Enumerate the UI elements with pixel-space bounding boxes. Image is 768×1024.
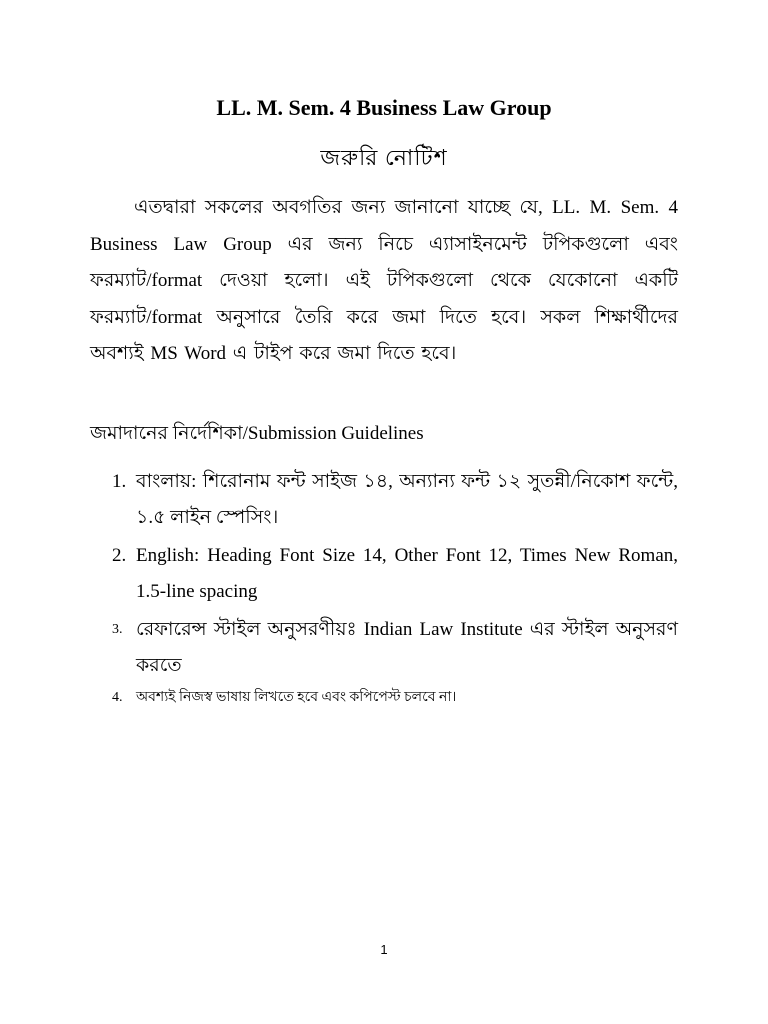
list-number: 4. xyxy=(112,690,123,705)
list-number: 3. xyxy=(112,622,123,637)
guidelines-list xyxy=(90,464,678,710)
guideline-item-bangla-format xyxy=(90,464,678,536)
guideline-item-no-copy-paste xyxy=(90,686,678,710)
document-title: LL. M. Sem. 4 Business Law Group xyxy=(216,95,552,120)
guideline-text: অবশ্যই নিজস্ব ভাষায় লিখতে হবে এবং কপিপেস্ট চলবে না। xyxy=(136,690,457,705)
list-number: 2. xyxy=(112,545,127,566)
page-number: 1 xyxy=(380,942,388,957)
notice-heading: জরুরি নোটিশ xyxy=(320,145,448,170)
list-number: 1. xyxy=(112,471,127,492)
guideline-item-english-format xyxy=(90,538,678,610)
guideline-item-reference-style xyxy=(90,612,678,684)
guideline-text: English: Heading Font Size 14, Other Font 12, Times New Roman, 1.5-line spacing xyxy=(136,545,678,602)
guideline-text: বাংলায়: শিরোনাম ফন্ট সাইজ ১৪, অন্যান্য ফন্ট ১২ সুতন্নী/নিকোশ ফন্টে, ১.৫ লাইন স্পেসিং। xyxy=(136,471,678,528)
guideline-text: রেফারেন্স স্টাইল অনুসরণীয়ঃ Indian Law Institute এর স্টাইল অনুসরণ করতে xyxy=(136,619,678,676)
submission-guidelines-heading: জমাদানের নির্দেশিকা/Submission Guidelines xyxy=(90,423,424,444)
intro-paragraph: এতদ্বারা সকলের অবগতির জন্য জানানো যাচ্ছে যে, LL. M. Sem. 4 Business Law Group এর জন্য নিচে এ্যাসাইনমেন্ট টপিকগুলো এবং ফরম্যাট/format দেওয়া হলো। এই টপিকগুলো থেকে যেকোনো একটি ফরম্যাট/format অনুসারে তৈরি করে জমা দিতে হবে। সকল শিক্ষার্থীদের অবশ্যই MS Word এ টাইপ করে জমা দিতে হবে। xyxy=(90,197,678,364)
